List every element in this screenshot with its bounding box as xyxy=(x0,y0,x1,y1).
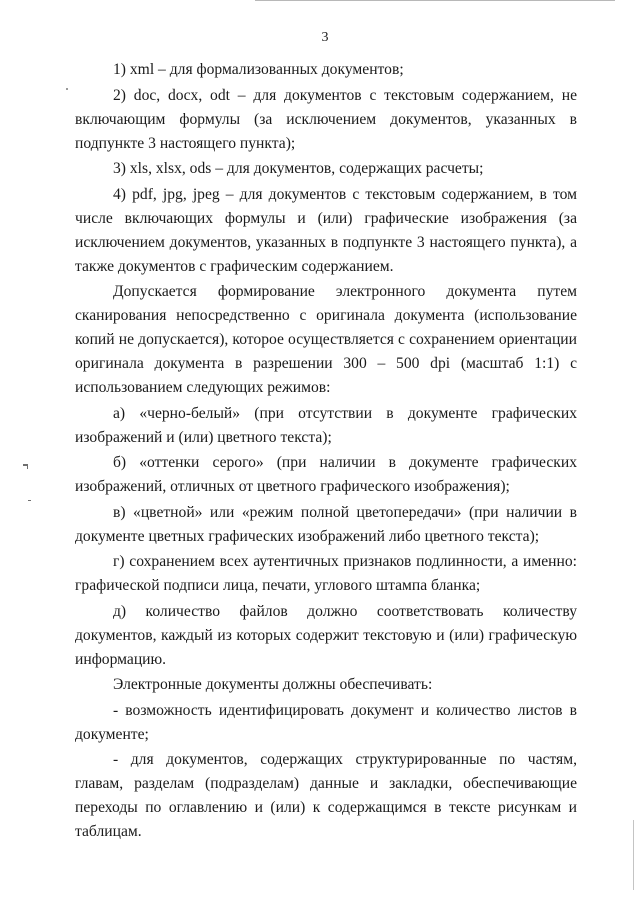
page-number: 3 xyxy=(321,30,329,45)
authenticity-paragraph: г) сохранением всех аутентичных признаков подлинности, а именно: графической подписи лица, печати, углового штампа бланка; xyxy=(75,553,577,594)
file-count-paragraph: д) количество файлов должно соответствовать количеству документов, каждый из которых содержит текстовую и (или) графическую информацию. xyxy=(75,602,577,668)
scan-speck xyxy=(66,88,68,90)
list-item-doc: 2) doc, docx, odt – для документов с текстовым содержанием, не включающим формулы (за исключением документов, указанных в подпункте 3 настоящего пункта); xyxy=(75,86,577,152)
mode-black-white: а) «черно-белый» (при отсутствии в документе графических изображений и (или) цветного текста); xyxy=(75,404,577,446)
list-item-xml: 1) xml – для формализованных документов; xyxy=(113,61,404,78)
scanning-paragraph: Допускается формирование электронного документа путем сканирования непосредственно с оригинала документа (использование копий не допускается), которое осуществляется с сохранением ориентации оригинала документа в разрешении 300 – 500 dpi (масштаб 1:1) с использованием следующих режимов: xyxy=(75,283,577,396)
requirement-identification: - возможность идентифицировать документ и количество листов в документе; xyxy=(75,701,577,743)
requirements-heading: Электронные документы должны обеспечивать: xyxy=(113,676,433,693)
scan-border-line xyxy=(255,0,615,1)
scan-speck xyxy=(28,500,31,501)
mode-grayscale: б) «оттенки серого» (при наличии в документе графических изображений, отличных от цветного графического изображения); xyxy=(75,454,577,495)
requirement-navigation: - для документов, содержащих структурированные по частям, главам, разделам (подразделам) данные и закладки, обеспечивающие переходы по оглавлению и (или) к содержащимся в тексте рисункам и таблицам. xyxy=(75,751,577,840)
list-item-xls: 3) xls, xlsx, ods – для документов, содержащих расчеты; xyxy=(113,160,484,177)
list-item-pdf: 4) pdf, jpg, jpeg – для документов с текстовым содержанием, в том числе включающих формулы и (или) графические изображения (за исключением документов, указанных в подпункте 3 настоящего пункта), а также документов с графическим содержанием. xyxy=(75,185,577,275)
scan-speck xyxy=(27,466,28,469)
mode-color: в) «цветной» или «режим полной цветопередачи» (при наличии в документе цветных графических изображений либо цветного текста); xyxy=(75,503,577,545)
scan-edge-line xyxy=(633,820,634,890)
document-body xyxy=(75,58,577,846)
